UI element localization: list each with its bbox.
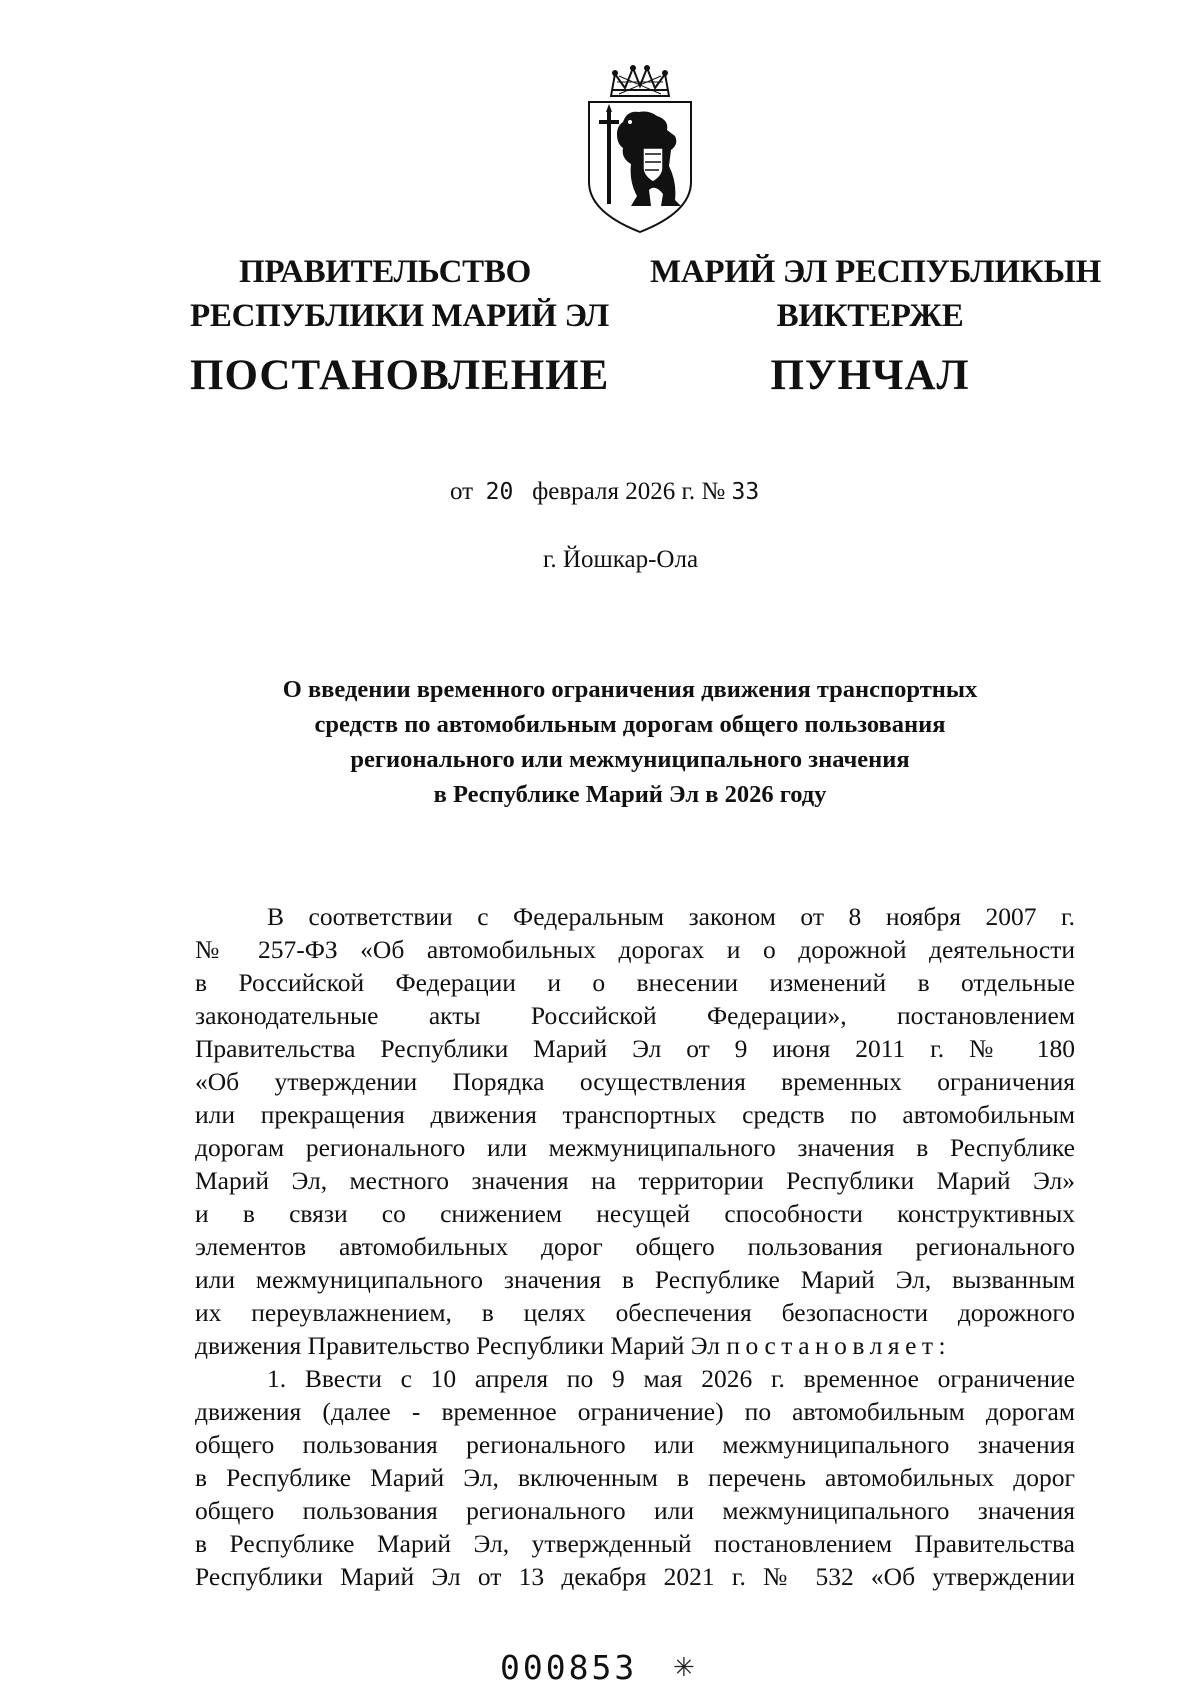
date-month-year: февраля 2026 г. № xyxy=(532,478,726,505)
body-line: законодательные акты Российской Федерации», постановлением xyxy=(195,1001,1075,1030)
body-line: дорогам регионального или межмуниципального значения в Республике xyxy=(195,1133,1075,1162)
body-line: в Российской Федерации и о внесении изменений в отдельные xyxy=(195,968,1075,997)
title-line: О введении временного ограничения движения транспортных xyxy=(282,676,978,703)
body-line: «Об утверждении Порядка осуществления временных ограничения xyxy=(195,1067,1075,1096)
org-name-mhr-line1: МАРИЙ ЭЛ РЕСПУБЛИКЫН xyxy=(650,254,1102,290)
org-name-ru-line1: ПРАВИТЕЛЬСТВО xyxy=(239,254,531,290)
body-line-resolution xyxy=(195,1329,1075,1362)
body-line: их переувлажнением, в целях обеспечения безопасности дорожного xyxy=(195,1298,1075,1327)
printer-mark-icon: ✳ xyxy=(673,1653,695,1682)
title-line: регионального или межмуниципального значения xyxy=(350,746,910,773)
body-line: в Республике Марий Эл, утвержденный постановлением Правительства xyxy=(195,1529,1075,1558)
date-prefix: от xyxy=(450,478,474,505)
title-line: средств по автомобильным дорогам общего пользования xyxy=(314,711,946,738)
body-line: движения (далее - временное ограничение) по автомобильным дорогам xyxy=(195,1397,1075,1426)
body-line: в Республике Марий Эл, включенным в перечень автомобильных дорог xyxy=(195,1463,1075,1492)
document-date-line xyxy=(450,478,759,506)
org-name-ru-line2: РЕСПУБЛИКИ МАРИЙ ЭЛ xyxy=(190,298,609,334)
date-day: 20 xyxy=(485,479,514,505)
document-body xyxy=(195,900,1075,1593)
header-right xyxy=(650,250,1102,401)
title-line: в Республике Марий Эл в 2026 году xyxy=(433,781,827,808)
body-line: 1. Ввести с 10 апреля по 9 мая 2026 г. временное ограничение xyxy=(267,1364,1075,1393)
body-line: Марий Эл, местного значения на территории Республики Марий Эл» xyxy=(195,1166,1075,1195)
body-line: элементов автомобильных дорог общего пользования регионального xyxy=(195,1232,1075,1261)
body-line: или межмуниципального значения в Республике Марий Эл, вызванным xyxy=(195,1265,1075,1294)
document-title xyxy=(190,672,1070,812)
city: г. Йошкар-Ола xyxy=(543,546,699,573)
form-serial-number: 000853 xyxy=(500,1648,638,1687)
org-name-mhr-line2: ВИКТЕРЖЕ xyxy=(776,298,964,334)
marij-el-coat-of-arms-icon xyxy=(583,64,697,236)
body-line: и в связи со снижением несущей способности конструктивных xyxy=(195,1199,1075,1228)
body-line: Республики Марий Эл от 13 декабря 2021 г. № 532 «Об утверждении xyxy=(195,1562,1075,1591)
document-number: 33 xyxy=(731,479,760,505)
body-line: общего пользования регионального или межмуниципального значения xyxy=(195,1430,1075,1459)
body-line: Правительства Республики Марий Эл от 9 июня 2011 г. № 180 xyxy=(195,1034,1075,1063)
body-line: В соответствии с Федеральным законом от 8 ноября 2007 г. xyxy=(267,902,1075,931)
body-line: или прекращения движения транспортных средств по автомобильным xyxy=(195,1100,1075,1129)
body-line: общего пользования регионального или межмуниципального значения xyxy=(195,1496,1075,1525)
header-left xyxy=(190,250,610,401)
body-line: № 257-ФЗ «Об автомобильных дорогах и о дорожной деятельности xyxy=(195,935,1075,964)
doc-type-mhr: ПУНЧАЛ xyxy=(770,352,970,399)
body-line-text: движения Правительство Республики Марий Эл xyxy=(195,1331,721,1360)
doc-type-ru: ПОСТАНОВЛЕНИЕ xyxy=(190,352,610,399)
resolves-word: постановляет: xyxy=(726,1331,952,1360)
